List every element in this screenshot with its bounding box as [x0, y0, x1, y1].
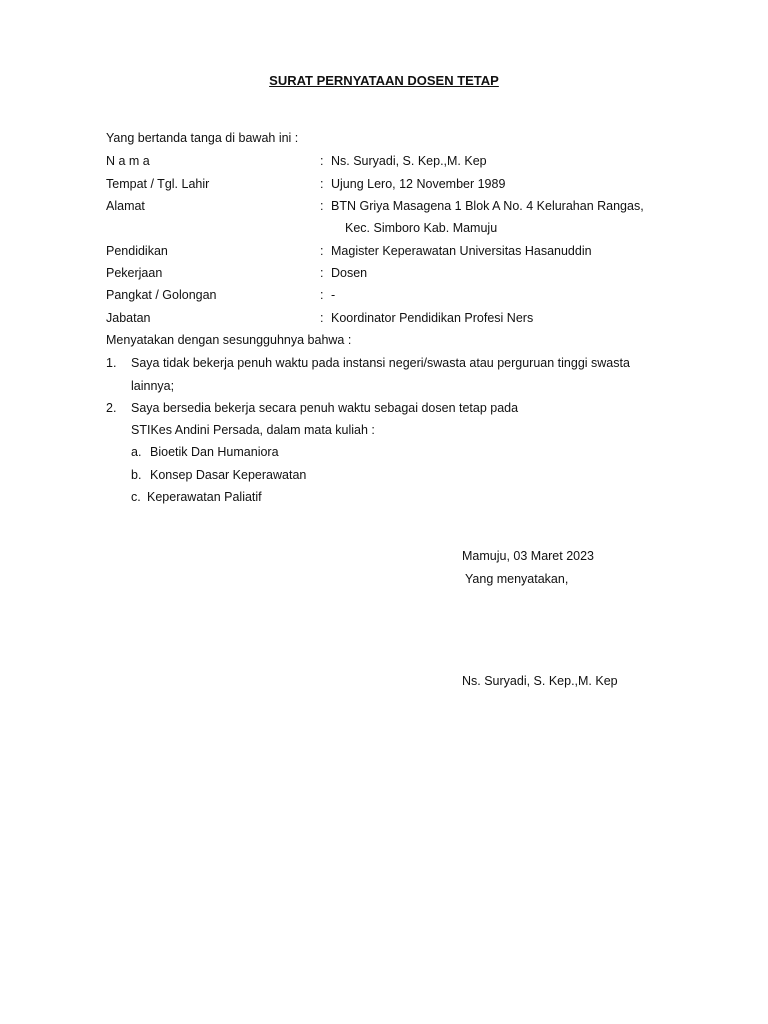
field-colon: :	[320, 288, 324, 302]
field-colon: :	[320, 311, 324, 325]
field-label-nama: N a m a	[106, 154, 150, 168]
field-colon: :	[320, 177, 324, 191]
field-colon: :	[320, 199, 324, 213]
statement-text-continued: lainnya;	[131, 379, 175, 393]
course-name: Keperawatan Paliatif	[147, 490, 262, 504]
field-colon: :	[320, 266, 324, 280]
signer-name: Ns. Suryadi, S. Kep.,M. Kep	[462, 674, 618, 688]
statement-text: Saya bersedia bekerja secara penuh waktu sebagai dosen tetap pada	[131, 401, 519, 415]
document-title: SURAT PERNYATAAN DOSEN TETAP	[269, 73, 499, 88]
field-label-rank: Pangkat / Golongan	[106, 288, 217, 302]
field-value-position: Koordinator Pendidikan Profesi Ners	[331, 311, 534, 325]
field-label-education: Pendidikan	[106, 244, 168, 258]
declarant-label: Yang menyatakan,	[465, 572, 569, 586]
statement-number: 1.	[106, 356, 117, 370]
field-value-rank: -	[331, 288, 336, 302]
course-letter: a.	[131, 445, 142, 459]
field-label-address: Alamat	[106, 199, 145, 213]
statement-intro: Menyatakan dengan sesungguhnya bahwa :	[106, 333, 352, 347]
field-colon: :	[320, 154, 324, 168]
field-colon: :	[320, 244, 324, 258]
statement-number: 2.	[106, 401, 117, 415]
course-letter: c.	[131, 490, 141, 504]
course-name: Konsep Dasar Keperawatan	[150, 468, 307, 482]
field-value-occupation: Dosen	[331, 266, 368, 280]
field-value-birth: Ujung Lero, 12 November 1989	[331, 177, 506, 191]
intro-text: Yang bertanda tanga di bawah ini :	[106, 131, 299, 145]
statement-text-continued: STIKes Andini Persada, dalam mata kuliah :	[131, 423, 375, 437]
field-value-address: BTN Griya Masagena 1 Blok A No. 4 Kelurahan Rangas,	[331, 199, 644, 213]
field-value-address-line2: Kec. Simboro Kab. Mamuju	[345, 221, 498, 235]
statement-text: Saya tidak bekerja penuh waktu pada instansi negeri/swasta atau perguruan tinggi swasta	[131, 356, 630, 370]
place-date: Mamuju, 03 Maret 2023	[462, 549, 595, 563]
field-label-position: Jabatan	[106, 311, 151, 325]
field-label-occupation: Pekerjaan	[106, 266, 163, 280]
field-label-birth: Tempat / Tgl. Lahir	[106, 177, 210, 191]
field-value-nama: Ns. Suryadi, S. Kep.,M. Kep	[331, 154, 487, 168]
course-name: Bioetik Dan Humaniora	[150, 445, 279, 459]
course-letter: b.	[131, 468, 142, 482]
field-value-education: Magister Keperawatan Universitas Hasanuddin	[331, 244, 592, 258]
